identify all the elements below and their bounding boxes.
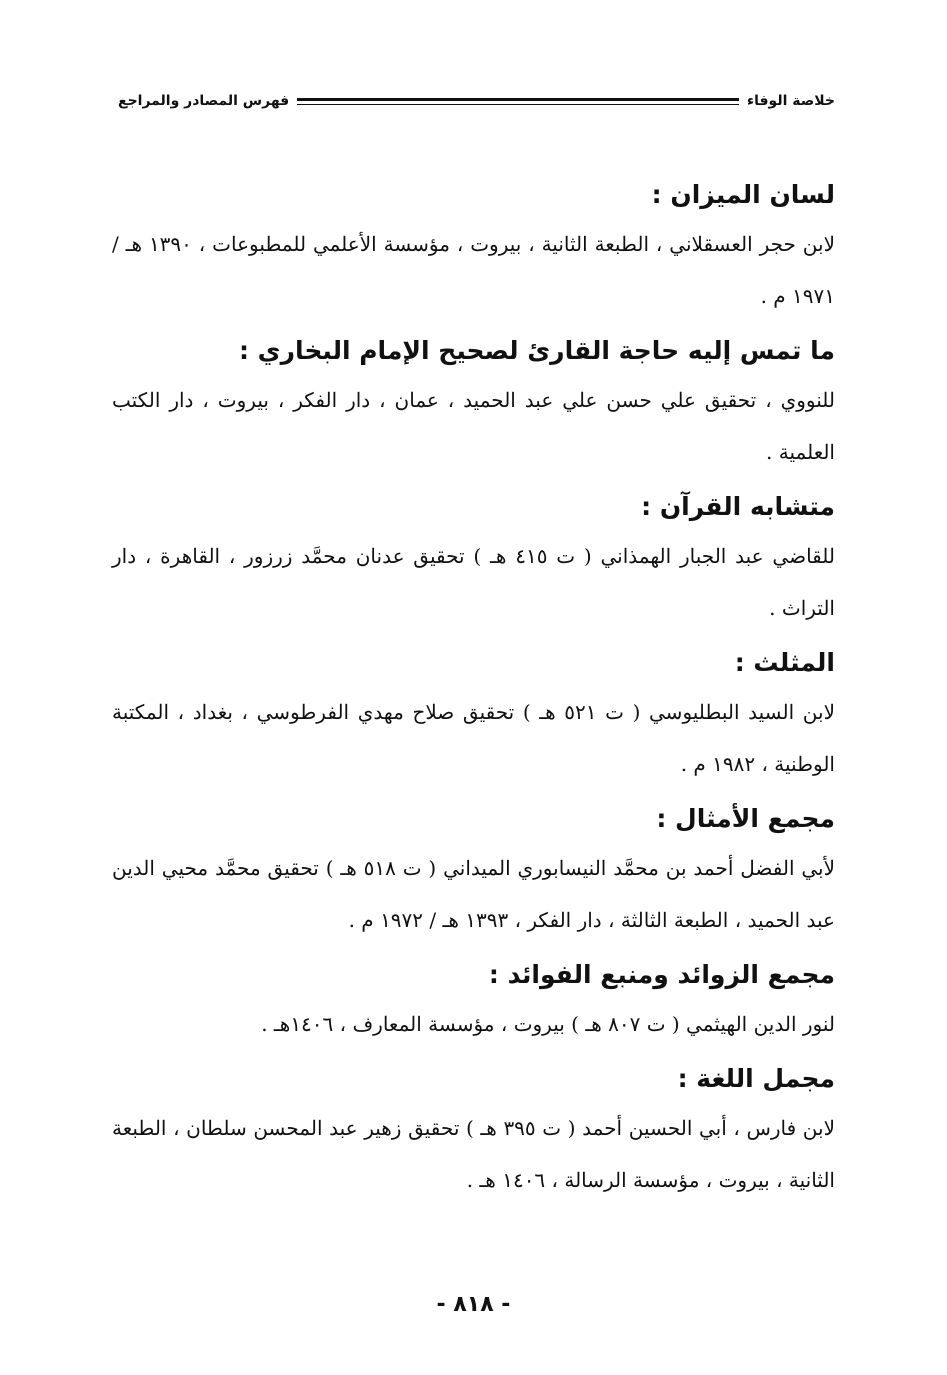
entry-title: مجمع الزوائد ومنبع الفوائد : [488,960,835,989]
entry-title: ما تمس إليه حاجة القارئ لصحيح الإمام البخاري : [238,336,835,365]
bibliography-entry [112,328,835,478]
bibliography-entry [112,1056,835,1206]
entry-title: متشابه القرآن : [641,492,835,521]
bibliography-list [112,172,835,1212]
entry-body: لأبي الفضل أحمد بن محمَّد النيسابوري الميداني ( ت ٥١٨ هـ ) تحقيق محمَّد محيي الدين عبد الحميد ، الطبعة الثالثة ، دار الفكر ، ١٣٩٣ هـ / ١٩٧٢ م . [112,856,836,932]
header-rule [297,98,739,105]
bibliography-entry [112,484,835,634]
bibliography-entry [112,172,835,322]
running-header [118,88,835,114]
entry-body: لابن فارس ، أبي الحسين أحمد ( ت ٣٩٥ هـ ) تحقيق زهير عبد المحسن سلطان ، الطبعة الثانية ، بيروت ، مؤسسة الرسالة ، ١٤٠٦ هـ . [112,1116,835,1192]
entry-title: مجمل اللغة : [677,1064,835,1093]
page-number: - ٨١٨ - [436,1292,511,1317]
bibliography-entry [112,796,835,946]
entry-title: المثلث : [734,648,835,677]
header-book-title: خلاصة الوفاء [746,93,835,109]
entry-title: لسان الميزان : [651,180,835,209]
entry-body: لنور الدين الهيثمي ( ت ٨٠٧ هـ ) بيروت ، مؤسسة المعارف ، ١٤٠٦هـ . [261,1012,835,1036]
entry-body: للنووي ، تحقيق علي حسن علي عبد الحميد ، عمان ، دار الفكر ، بيروت ، دار الكتب العلمية . [112,388,835,464]
bibliography-entry [112,952,835,1050]
entry-title: مجمع الأمثال : [656,804,835,833]
entry-body: لابن السيد البطليوسي ( ت ٥٢١ هـ ) تحقيق صلاح مهدي الفرطوسي ، بغداد ، المكتبة الوطنية ، ١٩٨٢ م . [112,700,835,776]
entry-body: للقاضي عبد الجبار الهمذاني ( ت ٤١٥ هـ ) تحقيق عدنان محمَّد زرزور ، القاهرة ، دار التراث . [112,544,835,620]
entry-body: لابن حجر العسقلاني ، الطبعة الثانية ، بيروت ، مؤسسة الأعلمي للمطبوعات ، ١٣٩٠ هـ / ١٩٧١ م . [112,232,835,308]
bibliography-entry [112,640,835,790]
header-section-title: فهرس المصادر والمراجع [118,93,290,109]
